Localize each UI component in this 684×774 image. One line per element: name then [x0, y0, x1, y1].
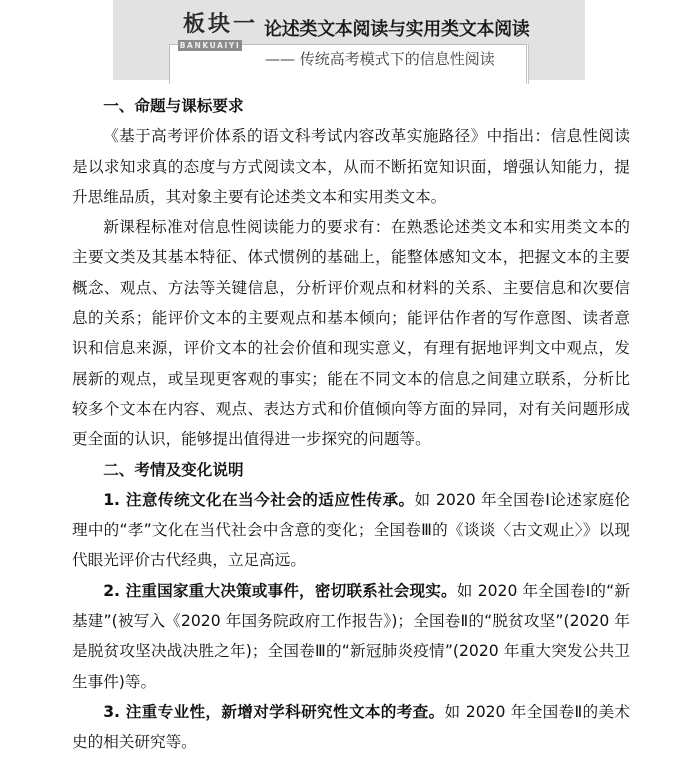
paragraph-reading-definition: 《基于高考评价体系的语文科考试内容改革实施路径》中指出：信息性阅读是以求知求真的态度与方式阅读文本，从而不断拓宽知识面，增强认知能力，提升思维品质，其对象主要有论述类文本和实用类文本。 — [72, 127, 630, 206]
chapter-title: 论述类文本阅读与实用类文本阅读 — [264, 19, 530, 40]
list-item-traditional-culture — [72, 485, 630, 576]
block-pinyin-tag: BANKUAIYI — [179, 41, 241, 50]
item-lead: 1. 注意传统文化在当今社会的适应性传承。 — [103, 490, 415, 509]
section-heading-requirements: 一、命题与课标要求 — [103, 97, 244, 115]
section-heading-exam-trends: 二、考情及变化说明 — [103, 460, 244, 479]
item-body: 如 2020 年全国卷Ⅱ的美术史的相关研究等。 — [72, 702, 631, 752]
item-lead: 2. 注重国家重大决策或事件，密切联系社会现实。 — [103, 581, 457, 600]
block-label: 板块一 — [183, 12, 259, 37]
list-item-professional-texts — [72, 697, 630, 758]
chapter-subtitle: —— 传统高考模式下的信息性阅读 — [265, 50, 495, 68]
document-body — [72, 91, 630, 758]
item-lead: 3. 注重专业性，新增对学科研究性文本的考查。 — [103, 702, 445, 721]
paragraph-curriculum-standards: 新课程标准对信息性阅读能力的要求有：在熟悉论述类文本和实用类文本的主要文类及其基本特征、体式惯例的基础上，能整体感知文本，把握文本的主要概念、观点、方法等关键信息，分析评价观点和材料的关系、主要信息和次要信息的关系；能评价文本的主要观点和基本倾向；能评估作者的写作意图、读者意识和信息来源，评价文本的社会价值和现实意义，有理有据地评判文中观点，发展新的观点，或呈现更客观的事实；能在不同文本的信息之间建立联系，分析比较多个文本在内容、观点、表达方式和价值倾向等方面的异同，对有关问题形成更全面的认识，能够提出值得进一步探究的问题等。 — [72, 218, 630, 449]
item-body: 如 2020 年全国卷Ⅰ的“新基建”(被写入《2020 年国务院政府工作报告》)；全国卷Ⅱ的“脱贫攻坚”(2020 年是脱贫攻坚决战决胜之年)；全国卷Ⅲ的“新冠肺炎疫情”(2020 年重大突发公共卫生事件)等。 — [72, 581, 630, 691]
item-body: 如 2020 年全国卷Ⅰ论述家庭伦理中的“孝”文化在当代社会中含意的变化；全国卷Ⅲ的《谈谈〈古文观止〉》以现代眼光评价古代经典，立足高远。 — [72, 490, 631, 570]
list-item-national-events — [72, 576, 630, 697]
chapter-banner — [113, 0, 585, 80]
